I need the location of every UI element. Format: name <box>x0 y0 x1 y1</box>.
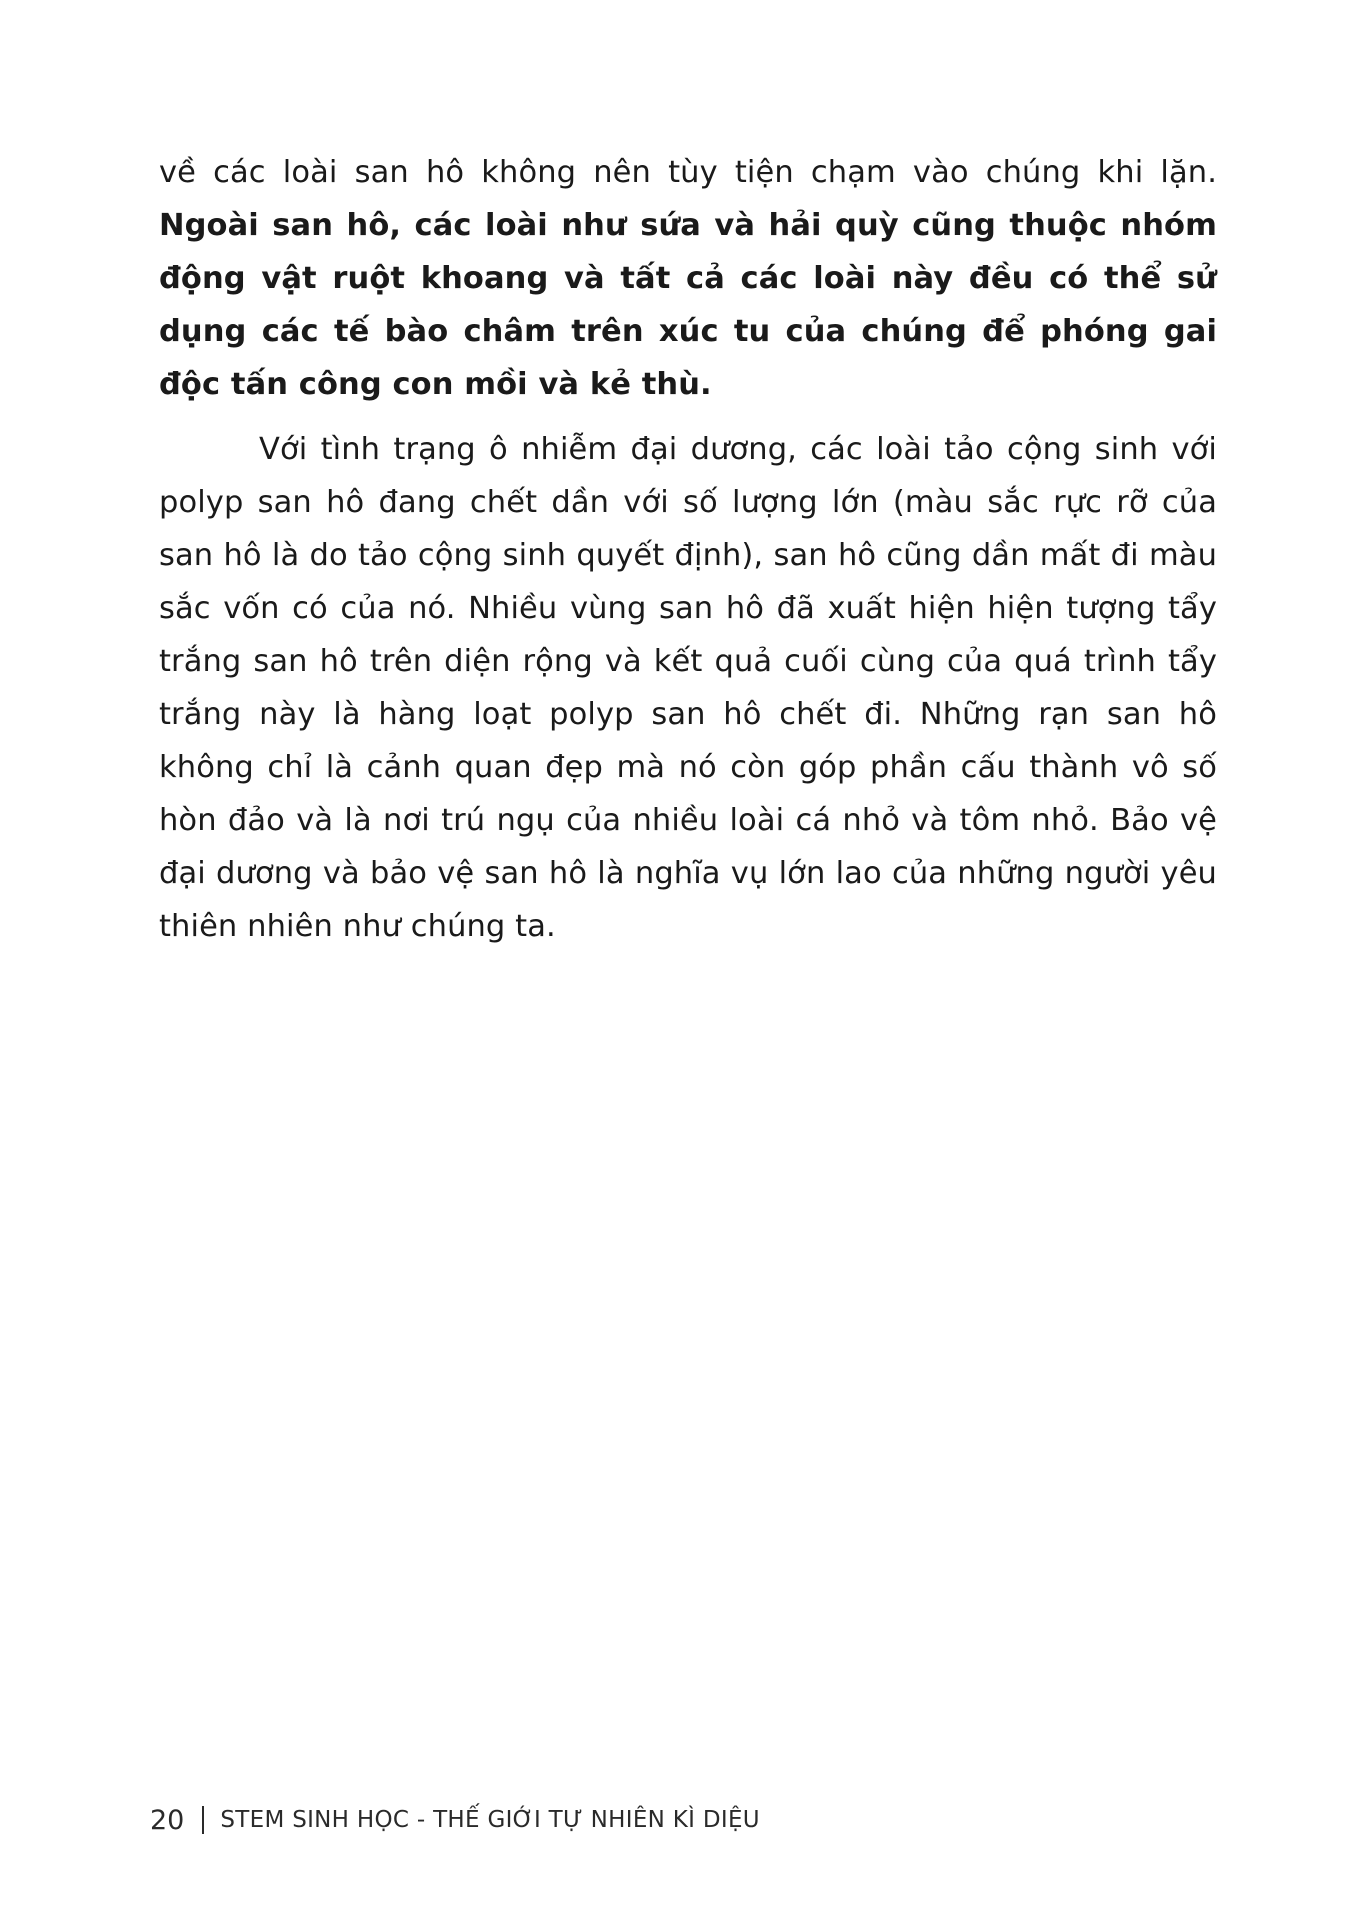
page-footer <box>150 1800 760 1840</box>
paragraph-1-lead: về các loài san hô không nên tùy tiện chạm vào chúng khi lặn. <box>159 155 1217 190</box>
paragraph-1 <box>159 146 1217 411</box>
paragraph-1-bold: Ngoài san hô, các loài như sứa và hải quỳ cũng thuộc nhóm động vật ruột khoang và tất cả các loài này đều có thể sử dụng các tế bào châm trên xúc tu của chúng để phóng gai độc tấn công con mồi và kẻ thù. <box>159 208 1217 402</box>
running-title: STEM SINH HỌC - THẾ GIỚI TỰ NHIÊN KÌ DIỆU <box>220 1807 760 1833</box>
footer-divider <box>202 1806 204 1834</box>
page-number: 20 <box>150 1804 185 1836</box>
body-text <box>159 146 1217 953</box>
paragraph-2: Với tình trạng ô nhiễm đại dương, các loài tảo cộng sinh với polyp san hô đang chết dần với số lượng lớn (màu sắc rực rỡ của san hô là do tảo cộng sinh quyết định), san hô cũng dần mất đi màu sắc vốn có của nó. Nhiều vùng san hô đã xuất hiện hiện tượng tẩy trắng san hô trên diện rộng và kết quả cuối cùng của quá trình tẩy trắng này là hàng loạt polyp san hô chết đi. Những rạn san hô không chỉ là cảnh quan đẹp mà nó còn góp phần cấu thành vô số hòn đảo và là nơi trú ngụ của nhiều loài cá nhỏ và tôm nhỏ. Bảo vệ đại dương và bảo vệ san hô là nghĩa vụ lớn lao của những người yêu thiên nhiên như chúng ta. <box>159 432 1217 944</box>
